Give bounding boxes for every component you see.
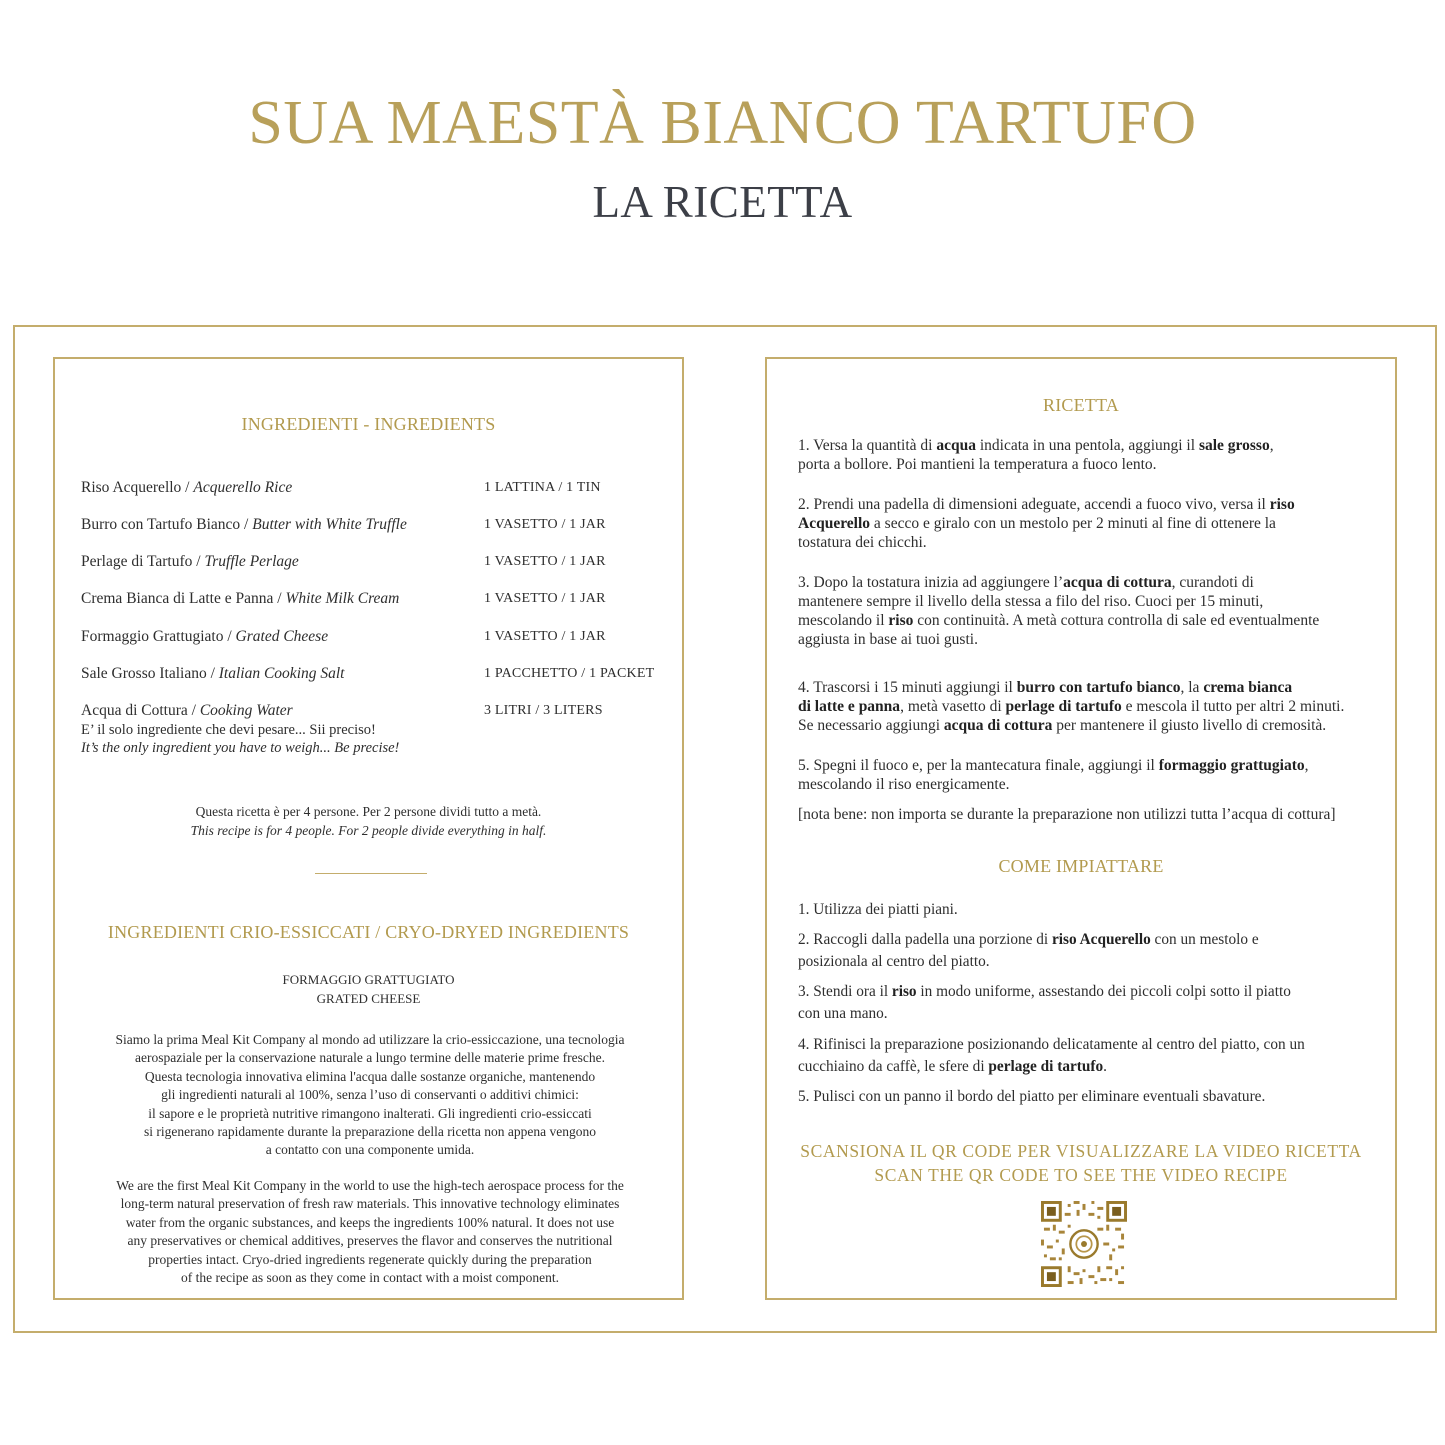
ingredient-name-it: Burro con Tartufo Bianco / [81, 516, 253, 533]
plating-step-2: 2. Raccogli dalla padella una porzione di riso Acquerello con un mestolo e posizionala al centro del piatto. [798, 931, 1259, 970]
water-note-en: It’s the only ingredient you have to weigh... Be precise! [81, 740, 400, 756]
ingredient-name-it: Acqua di Cottura / [81, 702, 200, 719]
paragraph-line: Siamo la prima Meal Kit Company al mondo ad utilizzare la crio-essiccazione, una tecnologia [115, 1032, 625, 1047]
paragraph-line: il sapore e le proprietà nutritive rimangono inalterati. Gli ingredienti crio-essiccati [148, 1105, 592, 1121]
ingredient-name-it: Crema Bianca di Latte e Panna / [81, 590, 286, 607]
ingredients-panel [53, 357, 684, 1300]
scan-qr-text-it: SCANSIONA IL QR CODE PER VISUALIZZARE LA VIDEO RICETTA [800, 1141, 1362, 1161]
ingredient-qty: 1 PACCHETTO / 1 PACKET [484, 666, 655, 681]
recipe-step-4: 4. Trascorsi i 15 minuti aggiungi il burro con tartufo bianco, la crema bianca di latte e panna, metà vasetto di perlage di tartufo e mescola il tutto per altri 2 minuti. Se necessario aggiungi acqua di cottura per mantenere il giusto livello di cremosità. [798, 679, 1345, 734]
paragraph-line: water from the organic substances, and keeps the ingredients 100% natural. It does not use [125, 1214, 615, 1230]
paragraph-line: of the recipe as soon as they come in contact with a moist component. [181, 1270, 559, 1286]
ingredient-name-it: Riso Acquerello / [81, 479, 194, 496]
recipe-step-1: 1. Versa la quantità di acqua indicata in una pentola, aggiungi il sale grosso, porta a bollore. Poi mantieni la temperatura a fuoco lento. [798, 437, 1274, 473]
plating-step-4: 4. Rifinisci la preparazione posizionando delicatamente al centro del piatto, con un cucchiaino da caffè, le sfere di perlage di tartufo. [798, 1036, 1305, 1075]
ingredient-qty: 1 VASETTO / 1 JAR [484, 629, 606, 644]
plating-step-3: 3. Stendi ora il riso in modo uniforme, assestando dei piccoli colpi sotto il piatto con una mano. [798, 983, 1291, 1022]
recipe-note: [nota bene: non importa se durante la preparazione non utilizzi tutta l’acqua di cottura] [798, 806, 1336, 823]
recipe-heading: RICETTA [1043, 395, 1119, 415]
plating-step-5: 5. Pulisci con un panno il bordo del piatto per eliminare eventuali sbavature. [798, 1088, 1266, 1105]
paragraph-line: any preservatives or chemical additives, preserves the flavor and conserves the nutritional [127, 1233, 613, 1249]
section-divider [315, 873, 427, 874]
ingredient-qty: 1 VASETTO / 1 JAR [484, 591, 606, 606]
ingredient-name-en: Italian Cooking Salt [218, 665, 345, 682]
recipe-step-3: 3. Dopo la tostatura inizia ad aggiungere l’acqua di cottura, curandoti di mantenere sempre il livello della stessa a filo del riso. Cuoci per 15 minuti, mescolando il riso con continuità. A metà cottura controlla di sale ed eventualmente aggiusta in base ai tuoi gusti. [798, 574, 1320, 648]
ingredient-name-en: Butter with White Truffle [252, 516, 407, 533]
ingredient-name-it: Sale Grosso Italiano / [81, 665, 219, 682]
servings-note-it: Questa ricetta è per 4 persone. Per 2 persone dividi tutto a metà. [195, 804, 542, 819]
qr-code-icon[interactable] [1041, 1201, 1127, 1287]
page-subtitle: LA RICETTA [592, 177, 853, 227]
water-note-it: E’ il solo ingrediente che devi pesare... Sii preciso! [81, 722, 376, 738]
page-title: SUA MAESTÀ BIANCO TARTUFO [248, 89, 1197, 157]
paragraph-line: properties intact. Cryo-dried ingredients regenerate quickly during the preparation [148, 1251, 592, 1267]
plating-step-1: 1. Utilizza dei piatti piani. [798, 901, 958, 918]
ingredient-qty: 1 LATTINA / 1 TIN [484, 480, 601, 495]
cryo-item-it: FORMAGGIO GRATTUGIATO [282, 972, 455, 987]
cryo-paragraph-en [85, 1177, 655, 1287]
ingredient-qty: 3 LITRI / 3 LITERS [484, 703, 603, 718]
servings-note-en: This recipe is for 4 people. For 2 people divide everything in half. [190, 823, 547, 838]
ingredient-name-en: Cooking Water [199, 702, 293, 719]
paragraph-line: gli ingredienti naturali al 100%, senza l’uso di conservanti o additivi chimici: [161, 1087, 579, 1103]
paragraph-line: a contatto con una componente umida. [265, 1142, 475, 1158]
cryo-item-en: GRATED CHEESE [316, 991, 421, 1006]
ingredient-name-en: Grated Cheese [235, 628, 329, 645]
cryo-paragraph-it [85, 1031, 655, 1160]
paragraph-line: aerospaziale per la conservazione naturale a lungo termine delle materie prime fresche. [134, 1050, 605, 1066]
ingredient-qty: 1 VASETTO / 1 JAR [484, 517, 606, 532]
paragraph-line: long-term natural preservation of fresh raw materials. This innovative technology eliminates [120, 1196, 620, 1212]
plating-heading: COME IMPIATTARE [998, 856, 1164, 876]
cryo-heading: INGREDIENTI CRIO-ESSICCATI / CRYO-DRYED INGREDIENTS [107, 922, 630, 942]
paragraph-line: si rigenerano rapidamente durante la preparazione della ricetta non appena vengono [143, 1124, 597, 1140]
ingredient-name-en: White Milk Cream [285, 590, 400, 607]
recipe-panel [765, 357, 1397, 1300]
paragraph-line: We are the first Meal Kit Company in the world to use the high-tech aerospace process for the [116, 1178, 624, 1193]
scan-qr-text-en: SCAN THE QR CODE TO SEE THE VIDEO RECIPE [874, 1165, 1288, 1185]
ingredient-name-en: Acquerello Rice [193, 479, 293, 496]
ingredients-heading: INGREDIENTI - INGREDIENTS [241, 414, 496, 434]
ingredient-qty: 1 VASETTO / 1 JAR [484, 554, 606, 569]
recipe-step-5: 5. Spegni il fuoco e, per la mantecatura finale, aggiungi il formaggio grattugiato, mescolando il riso energicamente. [798, 757, 1309, 793]
ingredient-name-it: Formaggio Grattugiato / [81, 628, 236, 645]
ingredient-name-it: Perlage di Tartufo / [81, 553, 205, 570]
paragraph-line: Questa tecnologia innovativa elimina l'acqua dalle sostanze organiche, mantenendo [144, 1068, 596, 1084]
ingredient-name-en: Truffle Perlage [204, 553, 299, 570]
recipe-step-2: 2. Prendi una padella di dimensioni adeguate, accendi a fuoco vivo, versa il riso Acquerello a secco e giralo con un mestolo per 2 minuti al fine di ottenere la tostatura dei chicchi. [798, 496, 1295, 551]
